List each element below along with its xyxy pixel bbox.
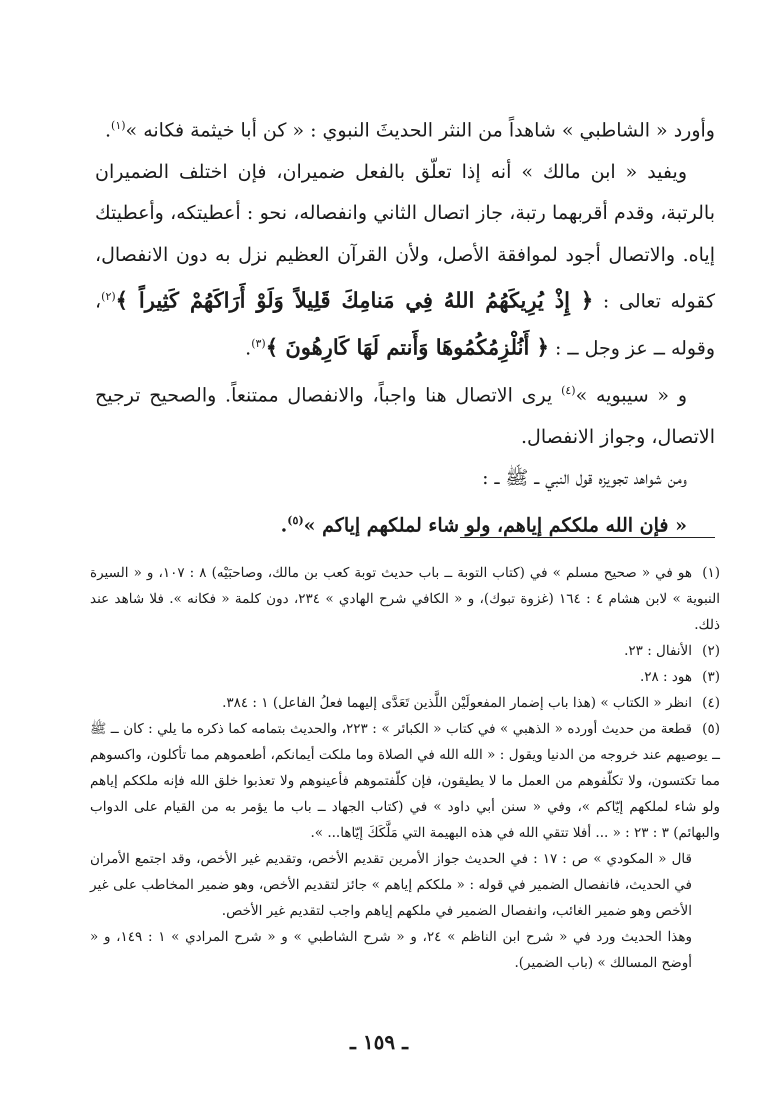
paragraph-1 <box>95 105 715 152</box>
footnotes <box>90 560 720 976</box>
footnote-4 <box>90 690 720 716</box>
page-number: ـ ١٥٩ ـ <box>350 1030 408 1054</box>
paragraph-3 <box>95 370 715 458</box>
footnote-5-references: وهذا الحديث ورد في « شرح ابن الناظم » ٢٤، و « شرح الشاطبي » و « شرح المرادي » ١ : ١٤٩، و « أوضح المسالك » (باب الضمير). <box>90 929 692 971</box>
paragraph-2-mid: ، وقوله ــ عز وجل ــ : <box>95 290 715 360</box>
hadith-end: . <box>280 514 288 537</box>
footnote-ref-3[interactable]: (٣) <box>251 337 266 351</box>
paragraph-3-text: يرى الاتصال هنا واجباً، والانفصال ممتنعاً. والصحيح ترجيح الاتصال، وجواز الانفصال. <box>95 384 715 448</box>
footnote-text: هو في « صحيح مسلم » في (كتاب التوبة ــ باب حديث توبة كعب بن مالك، وصاحبَيْه) ٨ : ١٠٧، و « السيرة النبوية » لابن هشام ٤ : ١٦٤ (غزوة تبوك)، و « الكافي شرح الهادي » ٢٣٤، دون كلمة « فكانه ». فلا شاهد عند ذلك. <box>90 565 720 633</box>
paragraph-2 <box>95 152 715 370</box>
paragraph-2-end: . <box>245 337 252 360</box>
footnote-number: (٤) <box>702 695 720 711</box>
footnote-1 <box>90 560 720 638</box>
quran-verse-2: ﴿ أَنُلْزِمُكُمُوهَا وَأَنتم لَهَا كَارِهُونَ ﴾ <box>265 334 549 360</box>
footnote-3 <box>90 664 720 690</box>
footnote-text: الأنفال : ٢٣. <box>624 643 692 659</box>
footnote-number: (١) <box>702 565 721 581</box>
paragraph-3-start: و « سيبويه » <box>575 384 687 407</box>
footnote-ref-2[interactable]: (٢) <box>101 290 116 304</box>
hadith-quote <box>95 500 715 547</box>
hadith-text: « فإن الله ملككم إياهم، ولو شاء لملكهم إياكم » <box>303 514 687 537</box>
paragraph-4: ومن شواهد تجويزه قول النبي ــ ﷺ ــ : <box>482 467 687 490</box>
footnote-text: انظر « الكتاب » (هذا باب إضمار المفعولَيْن اللَّذين تَعَدَّى إليهما فعلُ الفاعل) ١ : ٣٨٤. <box>222 695 692 711</box>
footnote-divider <box>460 537 715 538</box>
quran-verse-1: ﴿ إِذْ يُرِيكَهُمُ اللهُ فِي مَنامِكَ قَلِيلاً وَلَوْ أَرَاكَهُمْ كَثِيراً ﴾ <box>115 287 594 313</box>
footnote-ref-1[interactable]: (١) <box>111 119 126 132</box>
footnote-text: هود : ٢٨. <box>639 669 692 685</box>
footnote-number: (٢) <box>702 643 720 659</box>
paragraph-1-end: . <box>104 119 112 142</box>
paragraph-2-text: ويفيد « ابن مالك » أنه إذا تعلّق بالفعل ضميران، فإن اختلف الضميران بالرتبة، وقدم أقربهما رتبة، جاز اتصال الثاني وانفصاله، نحو : أعطيتكه، وأعطيتك إياه. والاتصال أجود لموافقة الأصل، ولأن القرآن العظيم نزل به دون الانفصال، كقوله تعالى : <box>95 160 716 313</box>
footnote-ref-4[interactable]: (٤) <box>561 383 576 397</box>
footnote-ref-5[interactable]: (٥) <box>287 513 304 527</box>
main-text <box>95 105 715 547</box>
footnote-2 <box>90 638 720 664</box>
footnote-number: (٥) <box>702 721 720 737</box>
footnote-number: (٣) <box>702 669 720 685</box>
paragraph-1-text: وأورد « الشاطبي » شاهداً من النثر الحديثَ النبوي : « كن أبا خيثمة فكانه » <box>125 119 715 142</box>
footnote-5-commentary: قال « المكودي » ص : ١٧ : في الحديث جواز الأمرين تقديم الأخص، وتقديم غير الأخص، وقد اجتمع الأمران في الحديث، فانفصال الضمير في قوله : « ملككم إياهم » جائز لتقديم الأخص، وهو ضمير المخاطب على غير الأخص وهو ضمير الغائب، وانفصال الضمير في ملكهم إياهم واجب لتقديم غير الأخص. <box>90 851 692 919</box>
footnote-text: قطعة من حديث أورده « الذهبي » في كتاب « الكبائر » : ٢٢٣، والحديث بتمامه كما ذكره ما يلي : كان ــ ﷺ ــ يوصيهم عند خروجه من الدنيا ويقول : « الله الله في الصلاة وما ملكت أيمانكم، أطعموهم مما تأكلون، واكسوهم مما تكتسون، ولا تكلّفوهم من العمل ما لا يطيقون، فإن كلّفتموهم فأعينوهم ولا تعذبوا خلق الله فإنه ملككم إياهم ولو شاء لملكهم إيّاكم »، وفي « سنن أبي داود » في (كتاب الجهاد ــ باب ما يؤمر به من القيام على الدواب والبهائم) ٣ : ٢٣ : « ... أفلا تتقي الله في هذه البهيمة التي مَلَّكَكَ إيّاها... ». <box>90 721 720 841</box>
footnote-5 <box>90 716 720 846</box>
